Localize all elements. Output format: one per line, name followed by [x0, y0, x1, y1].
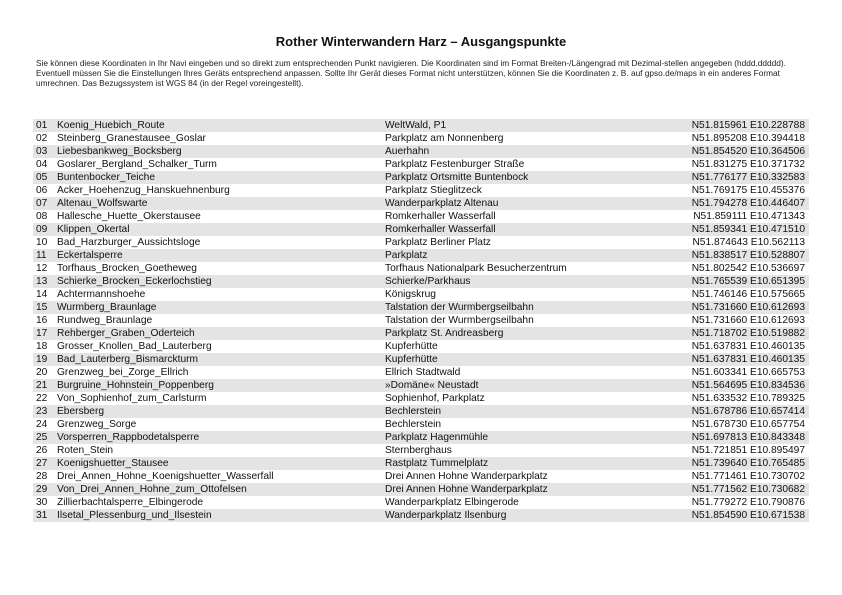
- table-row: [33, 249, 809, 262]
- coordinates: N51.802542 E10.536697: [691, 263, 805, 274]
- table-row: [33, 418, 809, 431]
- start-point: Sophienhof, Parkplatz: [385, 393, 485, 404]
- route-name: Hallesche_Huette_Okerstausee: [57, 211, 201, 222]
- table-row: [33, 483, 809, 496]
- row-number: 13: [33, 275, 54, 288]
- start-point: Talstation der Wurmbergseilbahn: [385, 315, 534, 326]
- route-name: Bad_Lauterberg_Bismarckturm: [54, 353, 382, 366]
- coordinates: N51.678730 E10.657754: [691, 419, 805, 430]
- route-name: Grenzweg_Sorge: [57, 419, 137, 430]
- route-name: Achtermannshoehe: [57, 289, 146, 300]
- intro-text: [36, 58, 812, 88]
- coordinates: N51.859111 E10.471343: [693, 211, 805, 222]
- row-number: 29: [33, 483, 54, 496]
- row-number: 24: [36, 419, 48, 430]
- route-name: Bad_Harzburger_Aussichtsloge: [57, 237, 201, 248]
- page-title: Rother Winterwandern Harz – Ausgangspunkte: [275, 34, 567, 49]
- route-name: Buntenbocker_Teiche: [54, 171, 382, 184]
- route-name: Koenig_Huebich_Route: [54, 119, 382, 132]
- intro-paragraph-1: Sie können diese Koordinaten in Ihr Navi eingeben und so direkt zum entsprechenden Punkt navigieren. Die Koordinaten sind im Format Breiten-/Längengrad mit Dezimal-stellen angegeben (hddd.ddddd).: [36, 58, 786, 68]
- start-point: Talstation der Wurmbergseilbahn: [382, 301, 667, 314]
- start-point: Parkplatz Ortsmitte Buntenbock: [382, 171, 667, 184]
- row-number: 17: [33, 327, 54, 340]
- table-row: [33, 145, 809, 158]
- route-name: Ebersberg: [54, 405, 382, 418]
- row-number: 02: [36, 133, 48, 144]
- start-point: Sternberghaus: [385, 445, 452, 456]
- route-name: Steinberg_Granestausee_Goslar: [57, 133, 206, 144]
- table-row: [33, 314, 809, 327]
- row-number: 31: [33, 509, 54, 522]
- route-name: Burgruine_Hohnstein_Poppenberg: [54, 379, 382, 392]
- start-point: Parkplatz Stieglitzeck: [385, 185, 482, 196]
- start-point: Parkplatz am Nonnenberg: [385, 133, 504, 144]
- start-point: Romkerhaller Wasserfall: [382, 223, 667, 236]
- start-point: Parkplatz St. Andreasberg: [382, 327, 667, 340]
- table-row: [33, 405, 809, 418]
- table-row: [33, 509, 809, 522]
- coordinates: N51.721851 E10.895497: [691, 445, 805, 456]
- route-name: Torfhaus_Brocken_Goetheweg: [57, 263, 197, 274]
- row-number: 27: [33, 457, 54, 470]
- coordinates: N51.831275 E10.371732: [691, 159, 805, 170]
- row-number: 14: [36, 289, 48, 300]
- start-point: Parkplatz Festenburger Straße: [385, 159, 525, 170]
- coordinates: N51.746146 E10.575665: [691, 289, 805, 300]
- table-row: [33, 457, 809, 470]
- coordinates: N51.779272 E10.790876: [691, 497, 805, 508]
- route-name: Von_Sophienhof_zum_Carlsturm: [57, 393, 207, 404]
- table-row: [33, 470, 809, 483]
- start-point: Kupferhütte: [382, 353, 667, 366]
- coordinates: N51.895208 E10.394418: [691, 133, 805, 144]
- coordinates: N51.765539 E10.651395: [667, 275, 809, 288]
- route-name: Rehberger_Graben_Oderteich: [54, 327, 382, 340]
- coordinates: N51.718702 E10.519882: [667, 327, 809, 340]
- coordinates: N51.776177 E10.332583: [667, 171, 809, 184]
- row-number: 11: [33, 249, 54, 262]
- route-name: Altenau_Wolfswarte: [54, 197, 382, 210]
- start-point: Auerhahn: [382, 145, 667, 158]
- coordinates: N51.859341 E10.471510: [667, 223, 809, 236]
- start-point: »Domäne« Neustadt: [382, 379, 667, 392]
- start-point: Parkplatz Hagenmühle: [382, 431, 667, 444]
- table-row: [33, 184, 809, 197]
- coordinates: N51.633532 E10.789325: [691, 393, 805, 404]
- table-row: [33, 353, 809, 366]
- table-row: [33, 210, 809, 223]
- route-name: Drei_Annen_Hohne_Koenigshuetter_Wasserfall: [57, 471, 274, 482]
- coordinates: N51.854590 E10.671538: [667, 509, 809, 522]
- table-row: [33, 119, 809, 132]
- coordinates: N51.854520 E10.364506: [667, 145, 809, 158]
- row-number: 15: [33, 301, 54, 314]
- route-name: Grenzweg_bei_Zorge_Ellrich: [57, 367, 189, 378]
- table-row: [33, 197, 809, 210]
- coordinates-table: [33, 119, 809, 522]
- coordinates: N51.739640 E10.765485: [667, 457, 809, 470]
- coordinates: N51.838517 E10.528807: [667, 249, 809, 262]
- row-number: 18: [36, 341, 48, 352]
- start-point: Drei Annen Hohne Wanderparkplatz: [382, 483, 667, 496]
- row-number: 07: [33, 197, 54, 210]
- row-number: 09: [33, 223, 54, 236]
- start-point: Rastplatz Tummelplatz: [382, 457, 667, 470]
- coordinates: N51.731660 E10.612693: [691, 315, 805, 326]
- row-number: 05: [33, 171, 54, 184]
- coordinates: N51.874643 E10.562113: [692, 237, 805, 248]
- start-point: Romkerhaller Wasserfall: [385, 211, 496, 222]
- table-row: [33, 327, 809, 340]
- intro-paragraph-2: Eventuell müssen Sie die Einstellungen Ihres Geräts entsprechend anpassen. Sollte Ihr Gerät dieses Format nicht unterstützen, können Sie die Koordinaten z. B. auf gpso.de/maps in ein anderes Format umrechnen. Das Bezugssystem ist WGS 84 (in der Regel voreingestellt).: [36, 68, 780, 88]
- table-row: [33, 379, 809, 392]
- table-row: [33, 275, 809, 288]
- route-name: Rundweg_Braunlage: [57, 315, 153, 326]
- route-name: Roten_Stein: [57, 445, 114, 456]
- start-point: Wanderparkplatz Ilsenburg: [382, 509, 667, 522]
- route-name: Koenigshuetter_Stausee: [54, 457, 382, 470]
- coordinates-table-body: [33, 119, 809, 522]
- start-point: Schierke/Parkhaus: [382, 275, 667, 288]
- route-name: Eckertalsperre: [54, 249, 382, 262]
- table-row: [33, 171, 809, 184]
- table-row: [33, 262, 809, 275]
- start-point: WeltWald, P1: [382, 119, 667, 132]
- row-number: 23: [33, 405, 54, 418]
- route-name: Goslarer_Bergland_Schalker_Turm: [57, 159, 217, 170]
- coordinates: N51.794278 E10.446407: [667, 197, 809, 210]
- row-number: 20: [36, 367, 48, 378]
- row-number: 01: [33, 119, 54, 132]
- row-number: 10: [36, 237, 48, 248]
- route-name: Grosser_Knollen_Bad_Lauterberg: [57, 341, 212, 352]
- coordinates: N51.731660 E10.612693: [667, 301, 809, 314]
- row-number: 19: [33, 353, 54, 366]
- start-point: Wanderparkplatz Altenau: [382, 197, 667, 210]
- row-number: 08: [36, 211, 48, 222]
- route-name: Klippen_Okertal: [54, 223, 382, 236]
- row-number: 12: [36, 263, 48, 274]
- row-number: 04: [36, 159, 48, 170]
- start-point: Parkplatz Berliner Platz: [385, 237, 491, 248]
- table-row: [33, 288, 809, 301]
- route-name: Acker_Hoehenzug_Hanskuehnenburg: [57, 185, 230, 196]
- table-row: [33, 366, 809, 379]
- route-name: Von_Drei_Annen_Hohne_zum_Ottofelsen: [54, 483, 382, 496]
- route-name: Vorsperren_Rappbodetalsperre: [54, 431, 382, 444]
- table-row: [33, 236, 809, 249]
- table-row: [33, 132, 809, 145]
- start-point: Königskrug: [385, 289, 436, 300]
- coordinates: N51.637831 E10.460135: [667, 353, 809, 366]
- start-point: Drei Annen Hohne Wanderparkplatz: [385, 471, 548, 482]
- table-row: [33, 444, 809, 457]
- start-point: Wanderparkplatz Elbingerode: [385, 497, 519, 508]
- table-row: [33, 431, 809, 444]
- coordinates: N51.678786 E10.657414: [667, 405, 809, 418]
- row-number: 21: [33, 379, 54, 392]
- coordinates: N51.603341 E10.665753: [691, 367, 805, 378]
- route-name: Wurmberg_Braunlage: [54, 301, 382, 314]
- route-name: Zillierbachtalsperre_Elbingerode: [57, 497, 204, 508]
- table-row: [33, 392, 809, 405]
- start-point: Ellrich Stadtwald: [385, 367, 461, 378]
- row-number: 28: [36, 471, 48, 482]
- table-row: [33, 301, 809, 314]
- coordinates: N51.815961 E10.228788: [667, 119, 809, 132]
- coordinates: N51.637831 E10.460135: [691, 341, 805, 352]
- row-number: 26: [36, 445, 48, 456]
- coordinates: N51.771461 E10.730702: [691, 471, 805, 482]
- table-row: [33, 496, 809, 509]
- route-name: Ilsetal_Plessenburg_und_Ilsestein: [54, 509, 382, 522]
- start-point: Torfhaus Nationalpark Besucherzentrum: [385, 263, 567, 274]
- start-point: Bechlerstein: [382, 405, 667, 418]
- row-number: 22: [36, 393, 48, 404]
- start-point: Bechlerstein: [385, 419, 442, 430]
- row-number: 30: [36, 497, 48, 508]
- coordinates: N51.564695 E10.834536: [667, 379, 809, 392]
- route-name: Schierke_Brocken_Eckerlochstieg: [54, 275, 382, 288]
- start-point: Parkplatz: [382, 249, 667, 262]
- row-number: 06: [36, 185, 48, 196]
- row-number: 16: [36, 315, 48, 326]
- coordinates: N51.771562 E10.730682: [667, 483, 809, 496]
- table-row: [33, 223, 809, 236]
- coordinates: N51.769175 E10.455376: [691, 185, 805, 196]
- route-name: Liebesbankweg_Bocksberg: [54, 145, 382, 158]
- start-point: Kupferhütte: [385, 341, 438, 352]
- coordinates: N51.697813 E10.843348: [667, 431, 809, 444]
- table-row: [33, 340, 809, 353]
- row-number: 03: [33, 145, 54, 158]
- row-number: 25: [33, 431, 54, 444]
- table-row: [33, 158, 809, 171]
